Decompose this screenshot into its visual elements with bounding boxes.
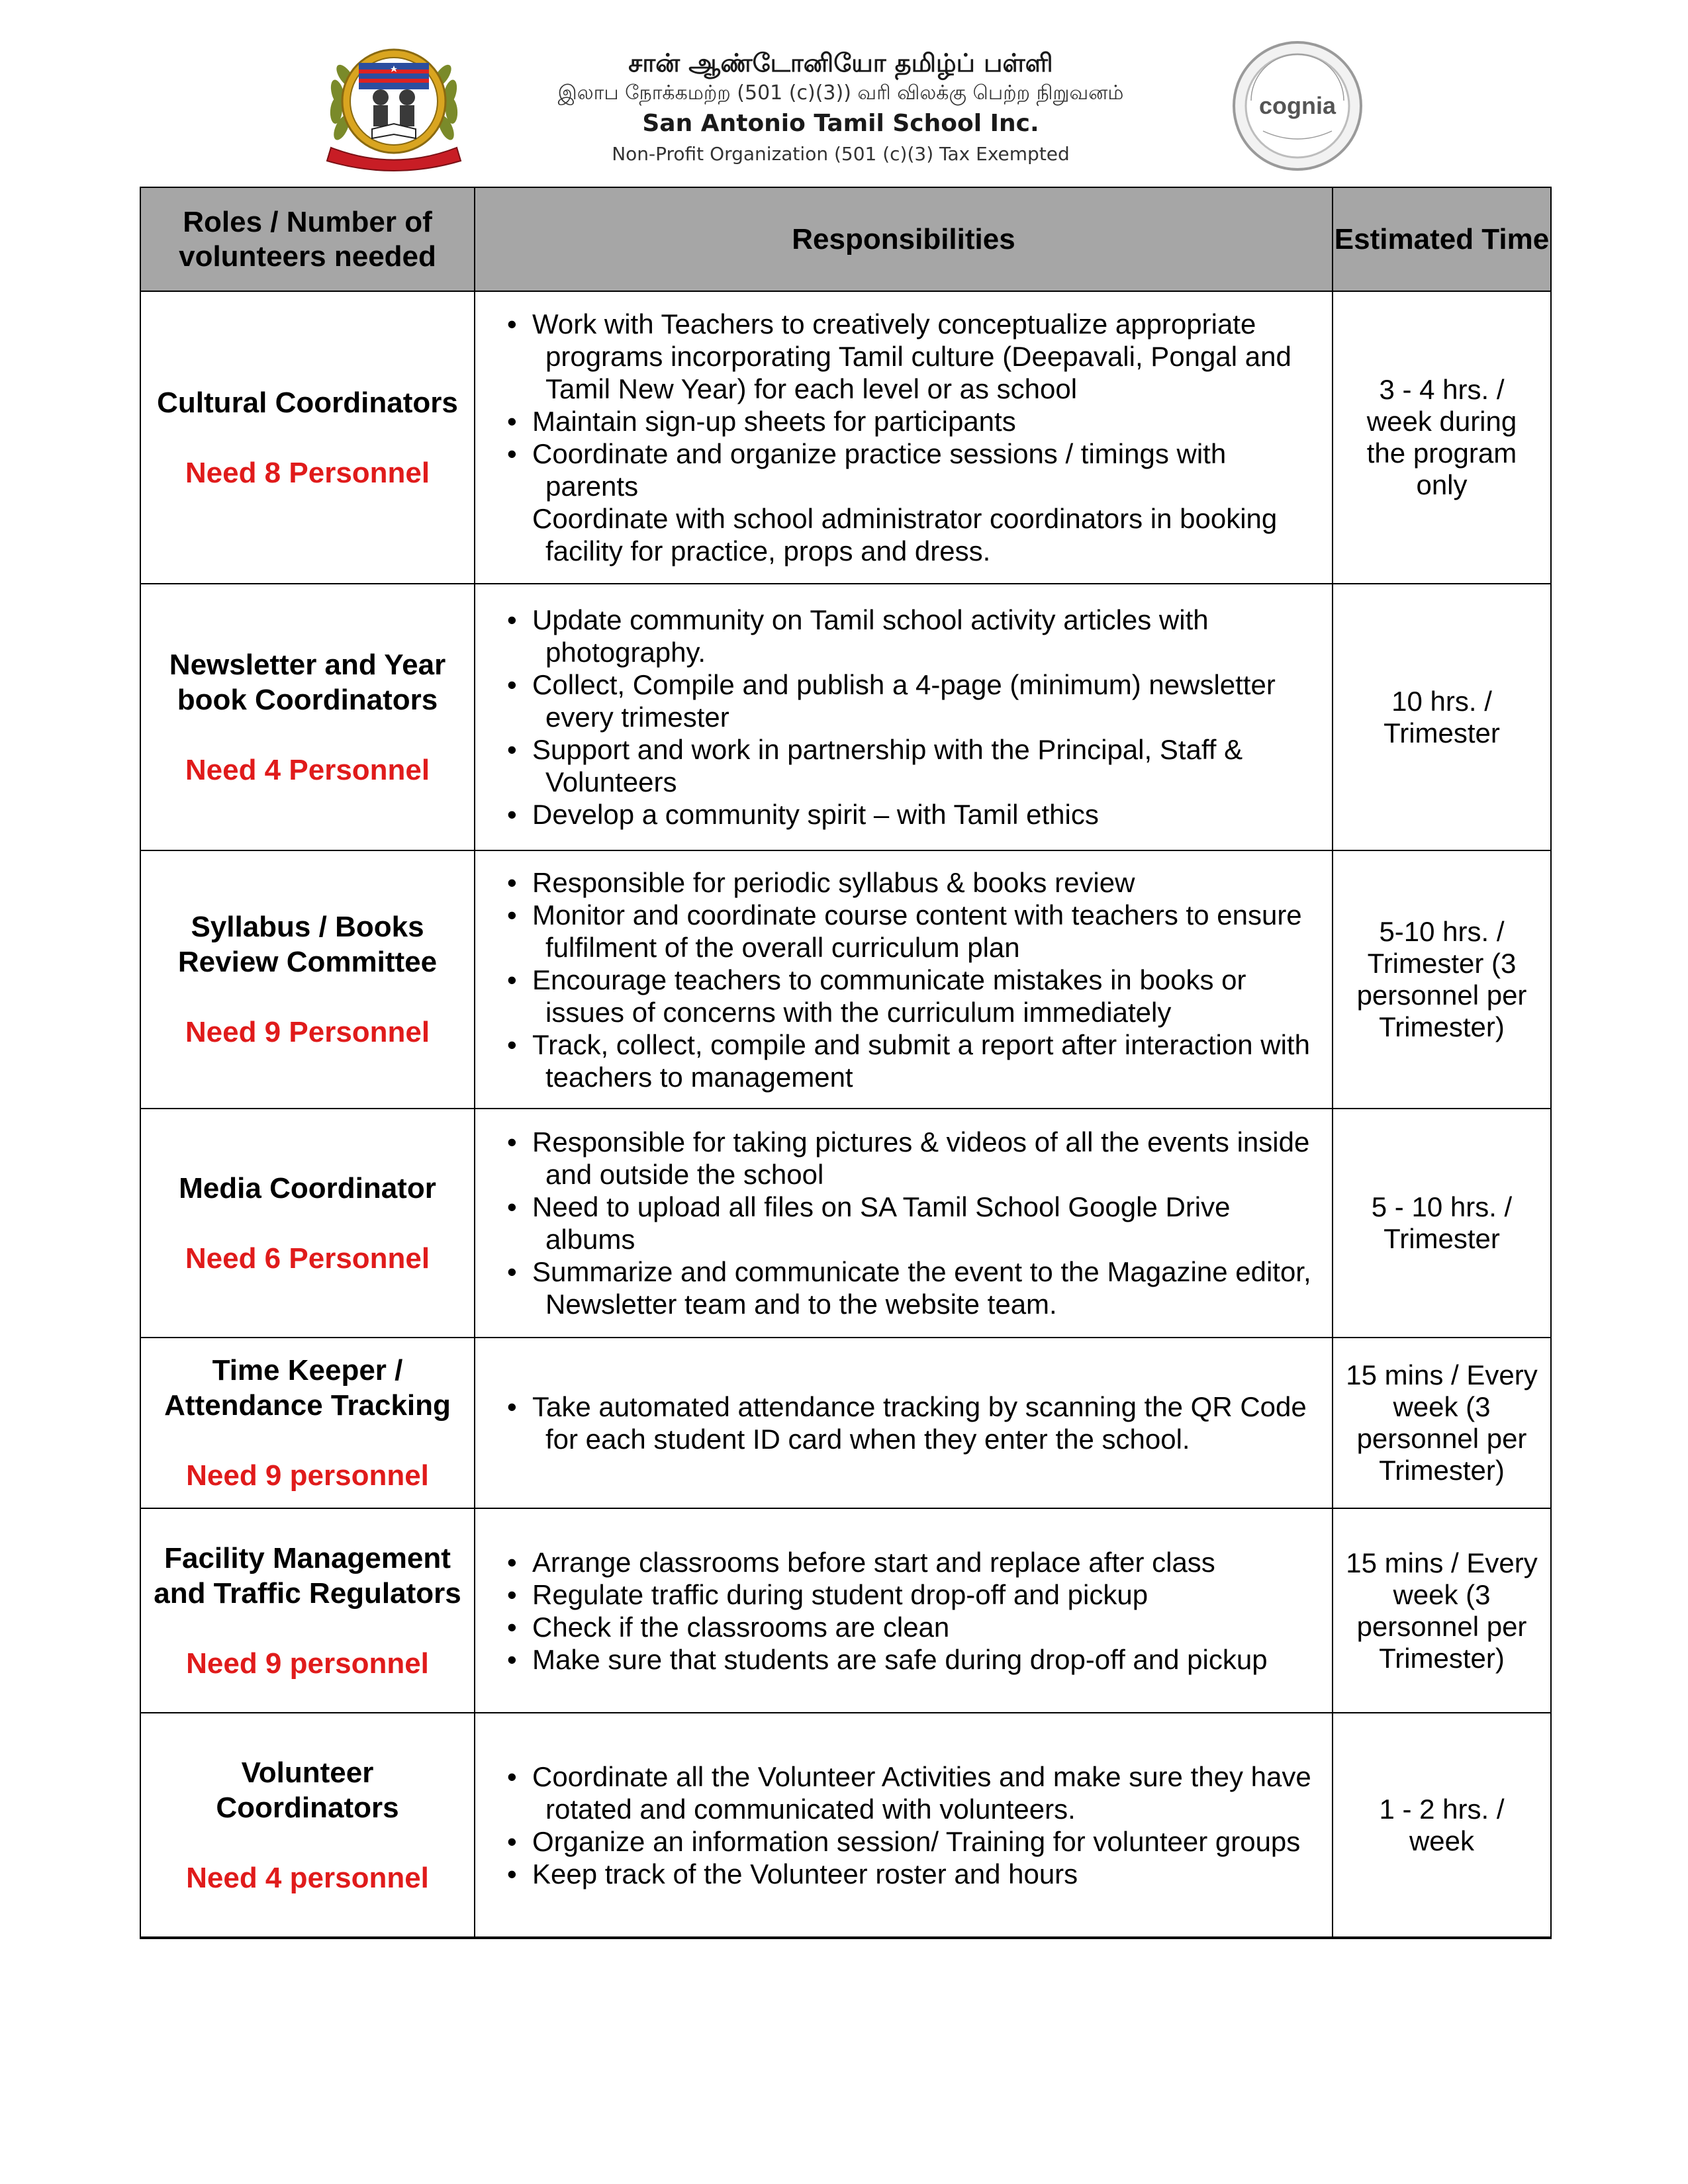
responsibilities-cell: [475, 1338, 1333, 1508]
estimated-time-cell: 5-10 hrs. / Trimester (3 personnel per Trimester): [1333, 850, 1551, 1109]
table-row: [140, 1713, 1551, 1938]
role-title: Newsletter and Year book Coordinators: [169, 648, 446, 716]
responsibilities-cell: [475, 850, 1333, 1109]
table-row: [140, 584, 1551, 850]
responsibility-list: [475, 1760, 1319, 1890]
role-cell: [140, 291, 475, 584]
role-cell: [140, 1109, 475, 1338]
role-title: Cultural Coordinators: [157, 386, 458, 419]
responsibility-list: [475, 604, 1319, 831]
responsibility-item: • Work with Teachers to creatively conceptualize appropriate programs incorporating Tamil culture (Deepavali, Pongal and Tamil New Year) for each level or as school: [475, 308, 1319, 405]
role-need: Need 4 personnel: [186, 1861, 429, 1894]
responsibility-list: [475, 308, 1319, 567]
role-need: Need 8 Personnel: [185, 456, 430, 489]
svg-text:cognia: cognia: [1258, 92, 1336, 119]
role-need: Need 4 Personnel: [185, 753, 430, 786]
responsibility-item: • Coordinate all the Volunteer Activities and make sure they have rotated and communicated with volunteers.: [475, 1760, 1319, 1825]
table-row: [140, 1508, 1551, 1713]
letterhead-text: [510, 46, 1172, 168]
responsibility-item: • Track, collect, compile and submit a report after interaction with teachers to management: [475, 1028, 1319, 1093]
responsibilities-cell: [475, 1109, 1333, 1338]
responsibilities-cell: [475, 1508, 1333, 1713]
responsibility-item: • Keep track of the Volunteer roster and hours: [475, 1858, 1319, 1890]
responsibility-item: • Responsible for periodic syllabus & books review: [475, 866, 1319, 899]
estimated-time-cell: 15 mins / Every week (3 personnel per Trimester): [1333, 1338, 1551, 1508]
estimated-time-cell: 1 - 2 hrs. / week: [1333, 1713, 1551, 1938]
cognia-accreditation-seal: [1225, 40, 1370, 172]
table-row: [140, 1109, 1551, 1338]
role-cell: [140, 1713, 475, 1938]
responsibility-item: • Regulate traffic during student drop-off and pickup: [475, 1578, 1319, 1611]
responsibilities-cell: [475, 584, 1333, 850]
role-title: Facility Management and Traffic Regulators: [154, 1541, 461, 1610]
responsibility-item: • Make sure that students are safe during drop-off and pickup: [475, 1643, 1319, 1676]
role-need: Need 9 personnel: [186, 1459, 429, 1492]
estimated-time-cell: 15 mins / Every week (3 personnel per Trimester): [1333, 1508, 1551, 1713]
role-title: Volunteer Coordinators: [216, 1756, 399, 1824]
school-name-english: San Antonio Tamil School Inc.: [642, 110, 1039, 137]
role-cell: [140, 850, 475, 1109]
responsibility-item: • Responsible for taking pictures & videos of all the events inside and outside the school: [475, 1126, 1319, 1191]
estimated-time-cell: 3 - 4 hrs. / week during the program only: [1333, 291, 1551, 584]
responsibility-item: • Take automated attendance tracking by scanning the QR Code for each student ID card when they enter the school.: [475, 1390, 1319, 1455]
responsibility-item: • Support and work in partnership with the Principal, Staff & Volunteers: [475, 733, 1319, 798]
role-need: Need 9 Personnel: [185, 1016, 430, 1048]
responsibility-list: [475, 1126, 1319, 1320]
volunteer-roles-table: [140, 187, 1552, 1939]
letterhead: [0, 0, 1688, 185]
estimated-time-cell: 10 hrs. / Trimester: [1333, 584, 1551, 850]
responsibility-item: • Organize an information session/ Training for volunteer groups: [475, 1825, 1319, 1858]
header-responsibilities: Responsibilities: [475, 187, 1333, 291]
responsibility-item: • Summarize and communicate the event to the Magazine editor, Newsletter team and to the website team.: [475, 1255, 1319, 1320]
table-row: [140, 291, 1551, 584]
responsibility-item: • Maintain sign-up sheets for participants: [475, 405, 1319, 437]
role-title: Syllabus / Books Review Committee: [177, 911, 438, 978]
role-title: Time Keeper / Attendance Tracking: [164, 1354, 451, 1422]
responsibility-list: [475, 866, 1319, 1093]
responsibility-item: • Update community on Tamil school activity articles with photography.: [475, 604, 1319, 668]
responsibility-item: • Encourage teachers to communicate mistakes in books or issues of concerns with the curriculum immediately: [475, 964, 1319, 1028]
role-cell: [140, 1338, 475, 1508]
role-title: Media Coordinator: [179, 1171, 436, 1205]
school-subtitle-english: Non-Profit Organization (501 (c)(3) Tax Exempted: [612, 143, 1070, 165]
estimated-time-cell: 5 - 10 hrs. / Trimester: [1333, 1109, 1551, 1338]
table-row: [140, 1338, 1551, 1508]
school-name-tamil: சான் ஆண்டோனியோ தமிழ்ப் பள்ளி: [628, 48, 1053, 77]
header-estimated-time: Estimated Time: [1333, 187, 1551, 291]
school-subtitle-tamil: இலாப நோக்கமற்ற (501 (c)(3)) வரி விலக்கு பெற்ற நிறுவனம்: [557, 81, 1124, 105]
role-need: Need 9 personnel: [186, 1647, 429, 1680]
table-row: [140, 850, 1551, 1109]
table-header-row: [140, 187, 1551, 291]
role-need: Need 6 Personnel: [185, 1242, 430, 1275]
responsibility-item: Coordinate with school administrator coordinators in booking facility for practice, props and dress.: [532, 503, 1278, 567]
responsibilities-cell: [475, 291, 1333, 584]
responsibility-item: • Check if the classrooms are clean: [475, 1611, 1319, 1643]
responsibilities-cell: [475, 1713, 1333, 1938]
school-emblem-logo: [311, 36, 477, 175]
responsibility-item: • Collect, Compile and publish a 4-page (minimum) newsletter every trimester: [475, 668, 1319, 733]
role-cell: [140, 584, 475, 850]
responsibility-list: [475, 1390, 1319, 1455]
header-role: Roles / Number of volunteers needed: [140, 187, 475, 291]
responsibility-item: • Arrange classrooms before start and replace after class: [475, 1546, 1319, 1578]
responsibility-item: • Monitor and coordinate course content with teachers to ensure fulfilment of the overall curriculum plan: [475, 899, 1319, 964]
responsibility-item: • Develop a community spirit – with Tamil ethics: [475, 798, 1319, 831]
responsibility-item: • Coordinate and organize practice sessions / timings with parents: [475, 437, 1319, 502]
role-cell: [140, 1508, 475, 1713]
responsibility-list: [475, 1546, 1319, 1676]
responsibility-item: • Need to upload all files on SA Tamil School Google Drive albums: [475, 1191, 1319, 1255]
